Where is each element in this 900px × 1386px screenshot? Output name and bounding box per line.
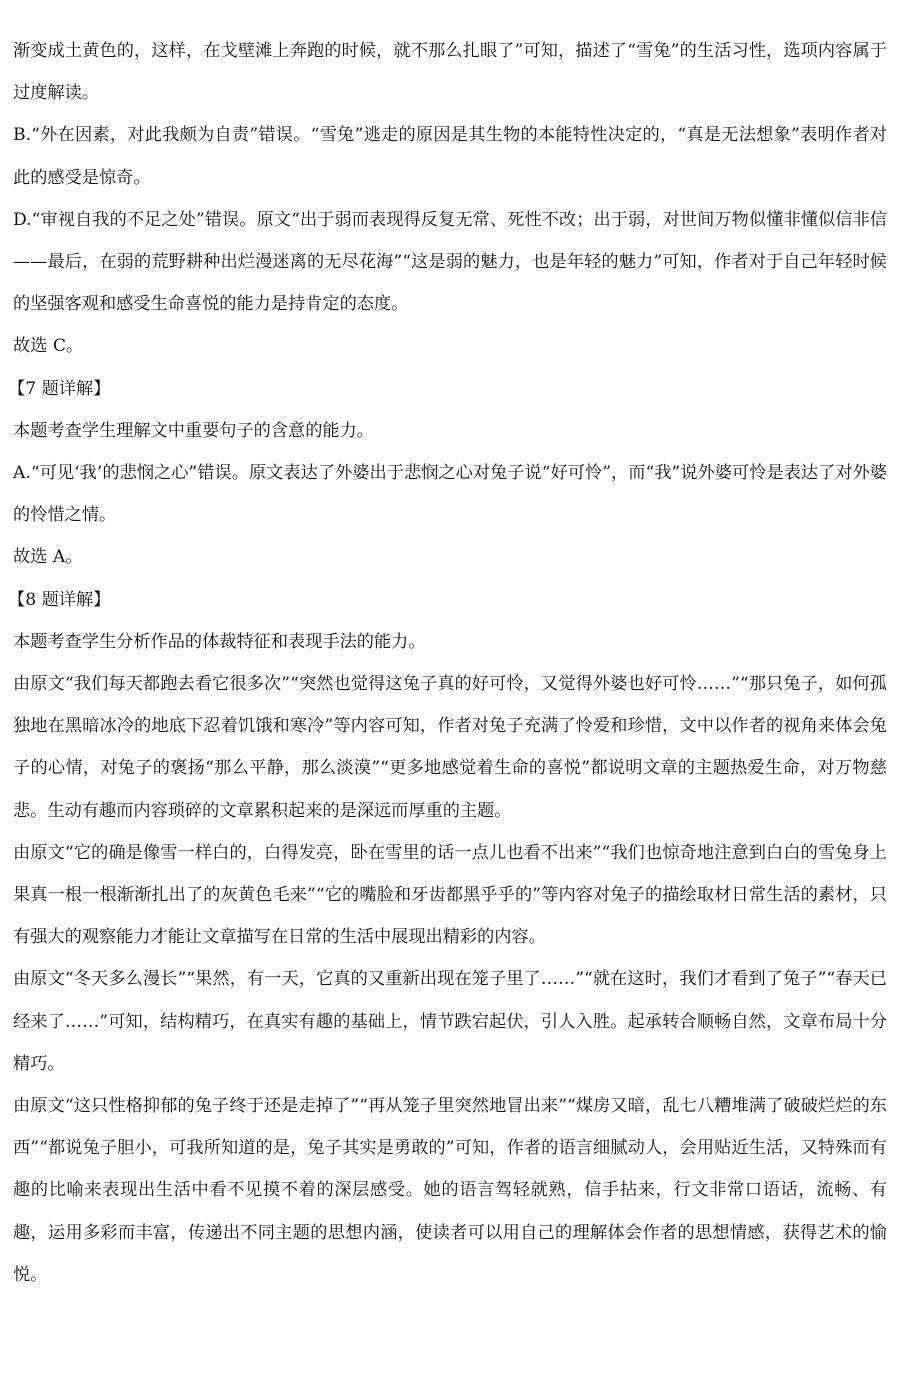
paragraph-answer-6: 故选 C。 (13, 336, 84, 357)
paragraph-q7-option-a: A.“可见‘我’的悲悯之心”错误。原文表达了外婆出于悲悯之心对兔子说“好可怜”，而“我”说外婆可怜是表达了对外婆的怜惜之情。 (13, 463, 887, 526)
paragraph-answer-7: 故选 A。 (13, 547, 83, 568)
paragraph-q8-intro: 本题考查学生分析作品的体裁特征和表现手法的能力。 (13, 631, 426, 652)
heading-question-8: 【8 题详解】 (8, 589, 111, 610)
paragraph-option-d: D.“审视自我的不足之处”错误。原文“出于弱而表现得反复无常、死性不改；出于弱，对世间万物似懂非懂似信非信——最后，在弱的荒野耕种出烂漫迷离的无尽花海”“这是弱的魅力，也是年轻的魅力”可知，作者对于自己年轻时候的坚强客观和感受生命喜悦的能力是持肯定的态度。 (13, 209, 887, 315)
paragraph-q8-structure: 由原文“冬天多么漫长”“果然，有一天，它真的又重新出现在笼子里了……”“就在这时，我们才看到了兔子”“春天已经来了……”可知，结构精巧，在真实有趣的基础上，情节跌宕起伏，引人入胜。起承转合顺畅自然，文章布局十分精巧。 (13, 969, 887, 1074)
paragraph-q8-material: 由原文“它的确是像雪一样白的，白得发亮，卧在雪里的话一点儿也看不出来”“我们也惊奇地注意到白白的雪兔身上果真一根一根渐渐扎出了的灰黄色毛来”“它的嘴脸和牙齿都黑乎乎的”等内容对兔子的描绘取材日常生活的素材，只有强大的观察能力才能让文章描写在日常的生活中展现出精彩的内容。 (13, 842, 887, 948)
paragraph-hare-habit: 渐变成土黄色的，这样，在戈壁滩上奔跑的时候，就不那么扎眼了”可知，描述了“雪兔”的生活习性，选项内容属于过度解读。 (13, 41, 887, 104)
paragraph-q7-intro: 本题考查学生理解文中重要句子的含意的能力。 (13, 420, 374, 441)
document-body (8, 30, 887, 1296)
paragraph-q8-language: 由原文“这只性格抑郁的兔子终于还是走掉了”“再从笼子里突然地冒出来”“煤房又暗，乱七八糟堆满了破破烂烂的东西”“都说兔子胆小，可我所知道的是，兔子其实是勇敢的”可知，作者的语言细腻动人，会用贴近生活，又特殊而有趣的比喻来表现出生活中看不见摸不着的深层感受。她的语言驾轻就熟，信手拈来，行文非常口语话，流畅、有趣，运用多彩而丰富，传递出不同主题的思想内涵，使读者可以用自己的理解体会作者的思想情感，获得艺术的愉悦。 (13, 1096, 887, 1285)
paragraph-option-b: B.“外在因素，对此我颇为自责”错误。“雪兔”逃走的原因是其生物的本能特性决定的，“真是无法想象”表明作者对此的感受是惊奇。 (13, 125, 887, 188)
paragraph-q8-theme: 由原文“我们每天都跑去看它很多次”“突然也觉得这兔子真的好可怜，又觉得外婆也好可怜……”“那只兔子，如何孤独地在黑暗冰冷的地底下忍着饥饿和寒冷”等内容可知，作者对兔子充满了怜爱和珍惜，文中以作者的视角来体会兔子的心情，对兔子的褒扬“那么平静，那么淡漠”“更多地感觉着生命的喜悦”都说明文章的主题热爱生命，对万物慈悲。生动有趣而内容琐碎的文章累积起来的是深远而厚重的主题。 (13, 674, 887, 821)
heading-question-7: 【7 题详解】 (8, 378, 111, 399)
